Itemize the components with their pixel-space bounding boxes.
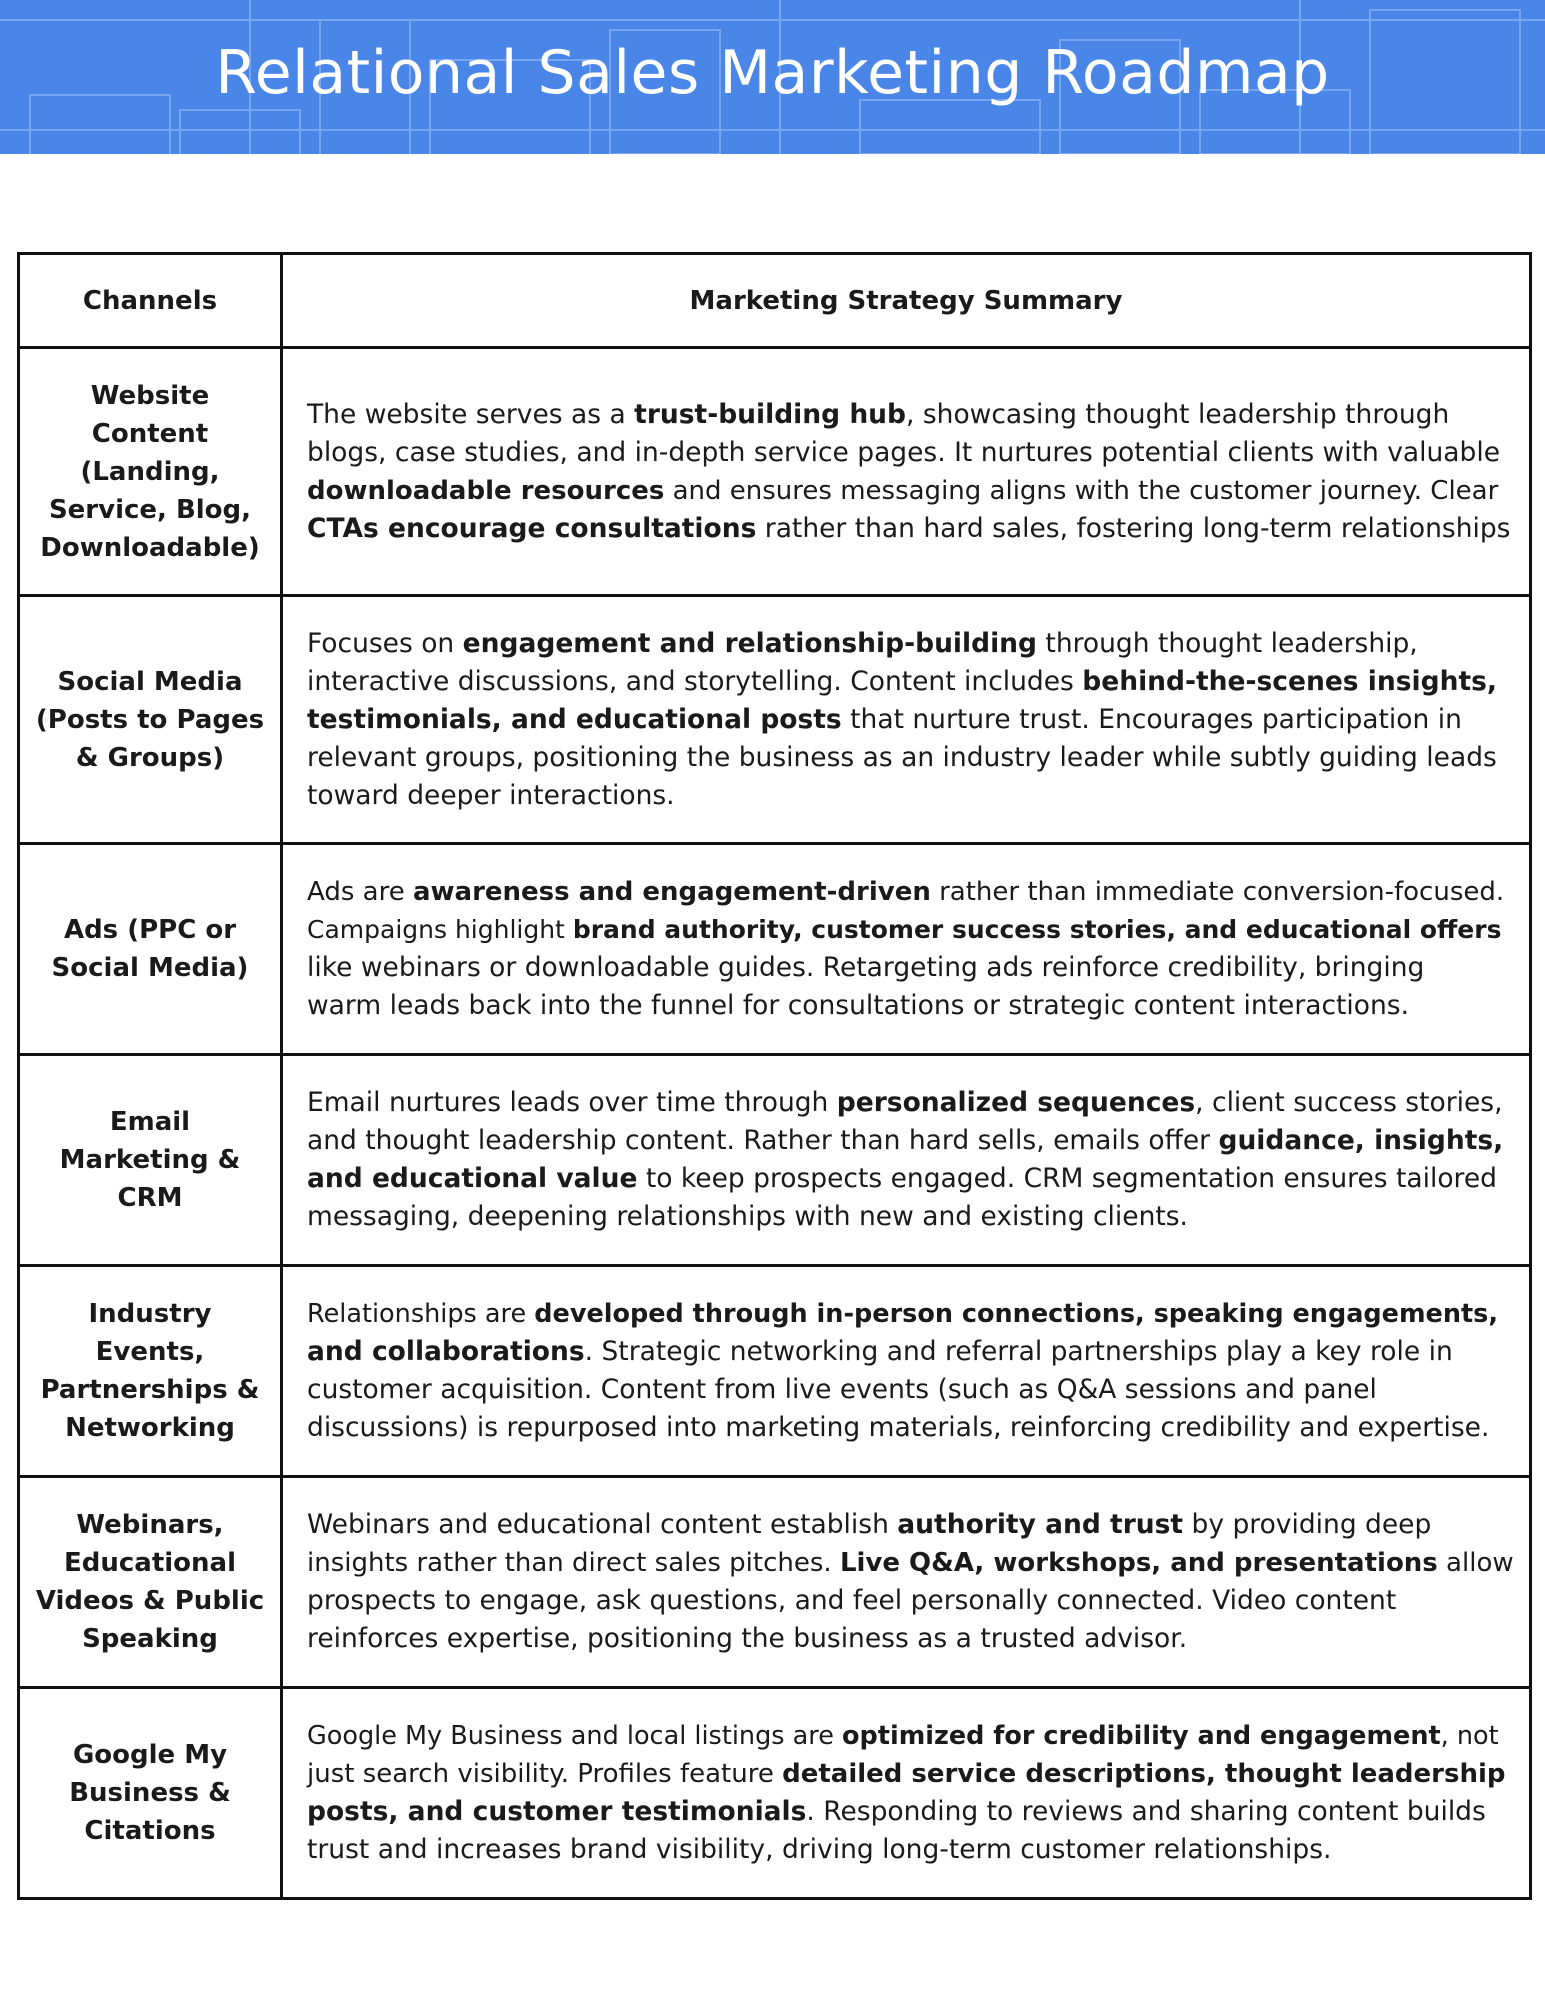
table-body xyxy=(19,348,1531,1899)
summary-text: Ads are xyxy=(307,877,413,907)
summary-line xyxy=(307,777,1517,815)
channel-name-line: Email xyxy=(109,1107,191,1137)
summary-text: by providing deep xyxy=(1183,1509,1432,1540)
summary-line xyxy=(307,1122,1517,1160)
summary-emphasis: posts, and customer testimonials xyxy=(307,1796,807,1827)
summary-line xyxy=(307,434,1517,472)
summary-emphasis: and educational value xyxy=(307,1163,638,1194)
summary-text: messaging, deepening relationships with new and existing clients. xyxy=(307,1201,1188,1232)
summary-text: , not xyxy=(1440,1721,1499,1751)
channel-cell xyxy=(19,1688,282,1899)
channel-name-line: Business & xyxy=(69,1778,231,1808)
summary-text: . Strategic networking and referral partnerships play a key role in xyxy=(584,1336,1453,1367)
channel-name-line: Ads (PPC or xyxy=(63,915,237,945)
summary-line xyxy=(307,1755,1517,1793)
summary-text: discussions) is repurposed into marketing materials, reinforcing credibility and expertise. xyxy=(307,1412,1490,1443)
channel-name-line: Downloadable) xyxy=(40,532,260,563)
header-banner xyxy=(0,0,1545,154)
summary-emphasis: personalized sequences xyxy=(836,1087,1196,1118)
summary-line xyxy=(307,472,1517,510)
summary-emphasis: optimized for credibility and engagement xyxy=(842,1721,1441,1751)
summary-line xyxy=(307,911,1517,949)
summary-text: prospects to engage, ask questions, and feel personally connected. Video content xyxy=(307,1585,1397,1616)
channel-name-line: Speaking xyxy=(82,1624,218,1654)
summary-line xyxy=(307,510,1517,548)
strategy-summary-cell xyxy=(282,1266,1531,1477)
summary-text: The website serves as a xyxy=(307,398,635,430)
channel-name-line: Content xyxy=(91,418,209,449)
summary-text: to keep prospects engaged. CRM segmentation ensures tailored xyxy=(637,1163,1497,1194)
summary-text: relevant groups, positioning the business as an industry leader while subtly guiding leads xyxy=(307,741,1497,773)
summary-text: allow xyxy=(1437,1548,1514,1578)
summary-line xyxy=(307,396,1517,434)
summary-emphasis: Live Q&A, workshops, and presentations xyxy=(839,1548,1438,1578)
summary-emphasis: testimonials, and educational posts xyxy=(307,703,842,735)
summary-text: customer acquisition. Content from live events (such as Q&A sessions and panel xyxy=(307,1374,1377,1405)
summary-line xyxy=(307,1333,1517,1371)
channel-name-line: Social Media) xyxy=(51,953,249,983)
summary-text: Focuses on xyxy=(307,627,463,659)
summary-line xyxy=(307,739,1517,777)
summary-text: toward deeper interactions. xyxy=(307,779,675,811)
strategy-summary-cell xyxy=(282,596,1531,844)
summary-emphasis: and collaborations xyxy=(307,1336,585,1367)
summary-emphasis: guidance, insights, xyxy=(1218,1125,1504,1156)
channel-name-line: Events, xyxy=(95,1337,205,1367)
channel-name-line: Partnerships & xyxy=(40,1375,260,1405)
summary-text: warm leads back into the funnel for consultations or strategic content interactions. xyxy=(307,990,1410,1021)
summary-text: , showcasing thought leadership through xyxy=(906,398,1450,430)
page-title: Relational Sales Marketing Roadmap xyxy=(215,38,1330,108)
channel-name-line: (Landing, xyxy=(80,456,220,487)
summary-text: Webinars and educational content establish xyxy=(307,1509,898,1540)
channel-cell xyxy=(19,348,282,596)
channel-name-line: Marketing & xyxy=(59,1145,241,1175)
summary-emphasis: authority and trust xyxy=(897,1509,1184,1540)
channel-name-line: Educational xyxy=(63,1548,236,1578)
channel-name-line: Google My xyxy=(72,1740,228,1770)
channel-name-line: Videos & Public xyxy=(35,1586,265,1616)
summary-line xyxy=(307,1544,1517,1582)
column-header-strategy-summary: Marketing Strategy Summary xyxy=(282,254,1531,348)
summary-emphasis: CTAs encourage consultations xyxy=(307,512,757,544)
channel-name-line: Citations xyxy=(84,1816,216,1846)
strategy-summary-cell xyxy=(282,844,1531,1055)
summary-emphasis: engagement and relationship-building xyxy=(462,627,1037,659)
summary-line xyxy=(307,1620,1517,1658)
summary-line xyxy=(307,987,1517,1025)
summary-line xyxy=(307,1506,1517,1544)
summary-text: trust and increases brand visibility, driving long-term customer relationships. xyxy=(307,1834,1332,1865)
summary-line xyxy=(307,1793,1517,1831)
summary-text: blogs, case studies, and in-depth service pages. It nurtures potential clients with valuable xyxy=(307,436,1501,468)
summary-line xyxy=(307,1582,1517,1620)
strategy-summary-cell xyxy=(282,1477,1531,1688)
table-row xyxy=(19,1055,1531,1266)
summary-text: that nurture trust. Encourages participation in xyxy=(841,703,1462,735)
summary-line xyxy=(307,1717,1517,1755)
summary-text: and ensures messaging aligns with the customer journey. Clear xyxy=(664,475,1499,506)
summary-line xyxy=(307,1409,1517,1447)
summary-text: Relationships are xyxy=(307,1299,535,1329)
summary-text: reinforces expertise, positioning the business as a trusted advisor. xyxy=(307,1623,1188,1654)
channel-name-line: Service, Blog, xyxy=(48,494,252,525)
channel-name-line: CRM xyxy=(117,1183,183,1213)
column-header-channels: Channels xyxy=(19,254,282,348)
channel-name-line: Industry xyxy=(88,1299,212,1329)
summary-text: interactive discussions, and storytelling. Content includes xyxy=(307,665,1083,697)
summary-emphasis: developed through in-person connections, speaking engagements, xyxy=(534,1299,1499,1329)
channel-name-line: (Posts to Pages xyxy=(35,704,265,735)
table-row xyxy=(19,844,1531,1055)
channel-name-line: Networking xyxy=(65,1413,235,1443)
table-row xyxy=(19,1477,1531,1688)
summary-line xyxy=(307,1831,1517,1869)
channel-name-line: Webinars, xyxy=(76,1510,224,1540)
summary-line xyxy=(307,625,1517,663)
channel-name-line: Website xyxy=(90,380,210,411)
channel-cell xyxy=(19,844,282,1055)
roadmap-table xyxy=(17,252,1532,1900)
summary-text: rather than immediate conversion-focused. xyxy=(930,877,1505,907)
summary-emphasis: brand authority, customer success stories, and educational offers xyxy=(572,915,1502,944)
summary-emphasis: awareness and engagement-driven xyxy=(412,877,931,907)
summary-line xyxy=(307,1084,1517,1122)
summary-text: rather than hard sales, fostering long-term relationships xyxy=(756,512,1511,544)
summary-line xyxy=(307,873,1517,911)
summary-line xyxy=(307,663,1517,701)
channel-name-line: & Groups) xyxy=(75,742,225,773)
summary-line xyxy=(307,1198,1517,1236)
table-row xyxy=(19,596,1531,844)
table-row xyxy=(19,348,1531,596)
channel-cell xyxy=(19,596,282,844)
summary-text: Campaigns highlight xyxy=(307,915,573,944)
summary-line xyxy=(307,1160,1517,1198)
channel-cell xyxy=(19,1055,282,1266)
channel-cell xyxy=(19,1266,282,1477)
channel-name-line: Social Media xyxy=(57,666,243,697)
table-row xyxy=(19,1266,1531,1477)
summary-emphasis: behind-the-scenes insights, xyxy=(1082,665,1497,697)
strategy-summary-cell xyxy=(282,1688,1531,1899)
table-row xyxy=(19,1688,1531,1899)
summary-line xyxy=(307,1295,1517,1333)
table-header-row xyxy=(19,254,1531,348)
summary-line xyxy=(307,1371,1517,1409)
summary-text: , client success stories, xyxy=(1195,1087,1503,1118)
summary-text: insights rather than direct sales pitches. xyxy=(307,1548,840,1578)
summary-line xyxy=(307,701,1517,739)
summary-text: Email nurtures leads over time through xyxy=(307,1087,837,1118)
summary-emphasis: trust-building hub xyxy=(634,398,907,430)
summary-text: through thought leadership, xyxy=(1037,627,1418,659)
channel-cell xyxy=(19,1477,282,1688)
summary-text: . Responding to reviews and sharing content builds xyxy=(806,1796,1486,1827)
strategy-summary-cell xyxy=(282,348,1531,596)
summary-emphasis: downloadable resources xyxy=(307,475,665,506)
summary-text: Google My Business and local listings are xyxy=(307,1721,843,1751)
summary-text: and thought leadership content. Rather than hard sells, emails offer xyxy=(307,1125,1219,1156)
summary-line xyxy=(307,949,1517,987)
strategy-summary-cell xyxy=(282,1055,1531,1266)
summary-text: like webinars or downloadable guides. Retargeting ads reinforce credibility, bringing xyxy=(307,952,1425,983)
summary-emphasis: detailed service descriptions, thought leadership xyxy=(782,1759,1506,1789)
summary-text: just search visibility. Profiles feature xyxy=(307,1759,783,1789)
